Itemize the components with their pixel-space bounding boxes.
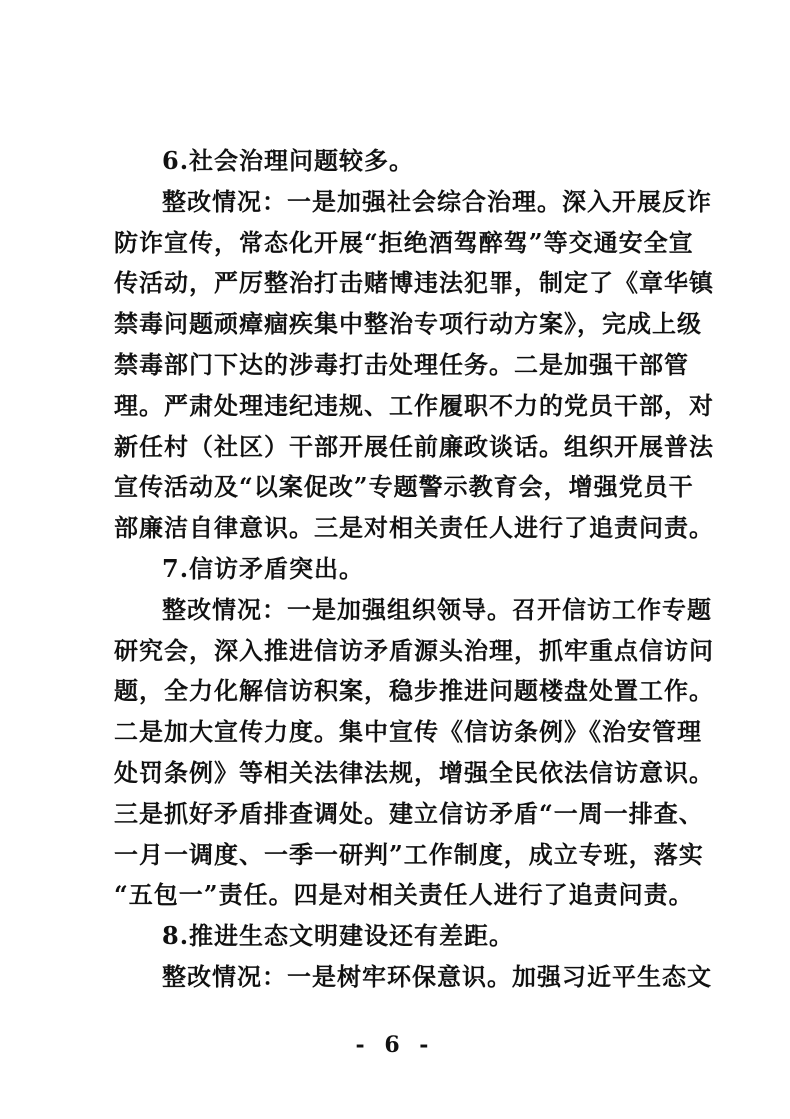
text-line: 整改情况：一是加强社会综合治理。深入开展反诈 — [162, 186, 712, 216]
text-line: 二是加大宣传力度。集中宣传《信访条例》《治安管理 — [114, 717, 702, 747]
text-line: 7.信访矛盾突出。 — [162, 553, 365, 583]
text-line: 8.推进生态文明建设还有差距。 — [162, 921, 515, 951]
text-line: 宣传活动及“以案促改”专题警示教育会，增强党员干 — [114, 472, 694, 502]
text-line: “五包一”责任。四是对相关责任人进行了追责问责。 — [114, 880, 694, 910]
text-line: 整改情况：一是树牢环保意识。加强习近平生态文 — [162, 961, 712, 991]
text-line: 题，全力化解信访积案，稳步推进问题楼盘处置工作。 — [114, 676, 714, 706]
text-line: 整改情况：一是加强组织领导。召开信访工作专题 — [162, 594, 712, 624]
text-line: 新任村（社区）干部开展任前廉政谈话。组织开展普法 — [114, 431, 714, 461]
text-line: 处罚条例》等相关法律法规，增强全民依法信访意识。 — [114, 757, 714, 787]
text-line: 一月一调度、一季一研判”工作制度，成立专班，落实 — [114, 839, 704, 869]
text-line: 理。严肃处理违纪违规、工作履职不力的党员干部，对 — [114, 390, 714, 420]
text-line: 禁毒问题顽瘴痼疾集中整治专项行动方案》，完成上级 — [114, 309, 702, 339]
text-line: 禁毒部门下达的涉毒打击处理任务。二是加强干部管 — [114, 349, 689, 379]
text-line: 防诈宣传，常态化开展“拒绝酒驾醉驾”等交通安全宣 — [114, 227, 694, 257]
text-line: 6.社会治理问题较多。 — [162, 146, 415, 175]
page-number: - 6 - — [355, 1032, 435, 1058]
text-line: 传活动，严厉整治打击赌博违法犯罪，制定了《章华镇 — [114, 268, 714, 298]
text-line: 三是抓好矛盾排查调处。建立信访矛盾“一周一排查、 — [114, 798, 704, 828]
document-body — [114, 141, 714, 998]
text-line: 研究会，深入推进信访矛盾源头治理，抓牢重点信访问 — [114, 635, 714, 665]
text-line: 部廉洁自律意识。三是对相关责任人进行了追责问责。 — [114, 513, 714, 543]
